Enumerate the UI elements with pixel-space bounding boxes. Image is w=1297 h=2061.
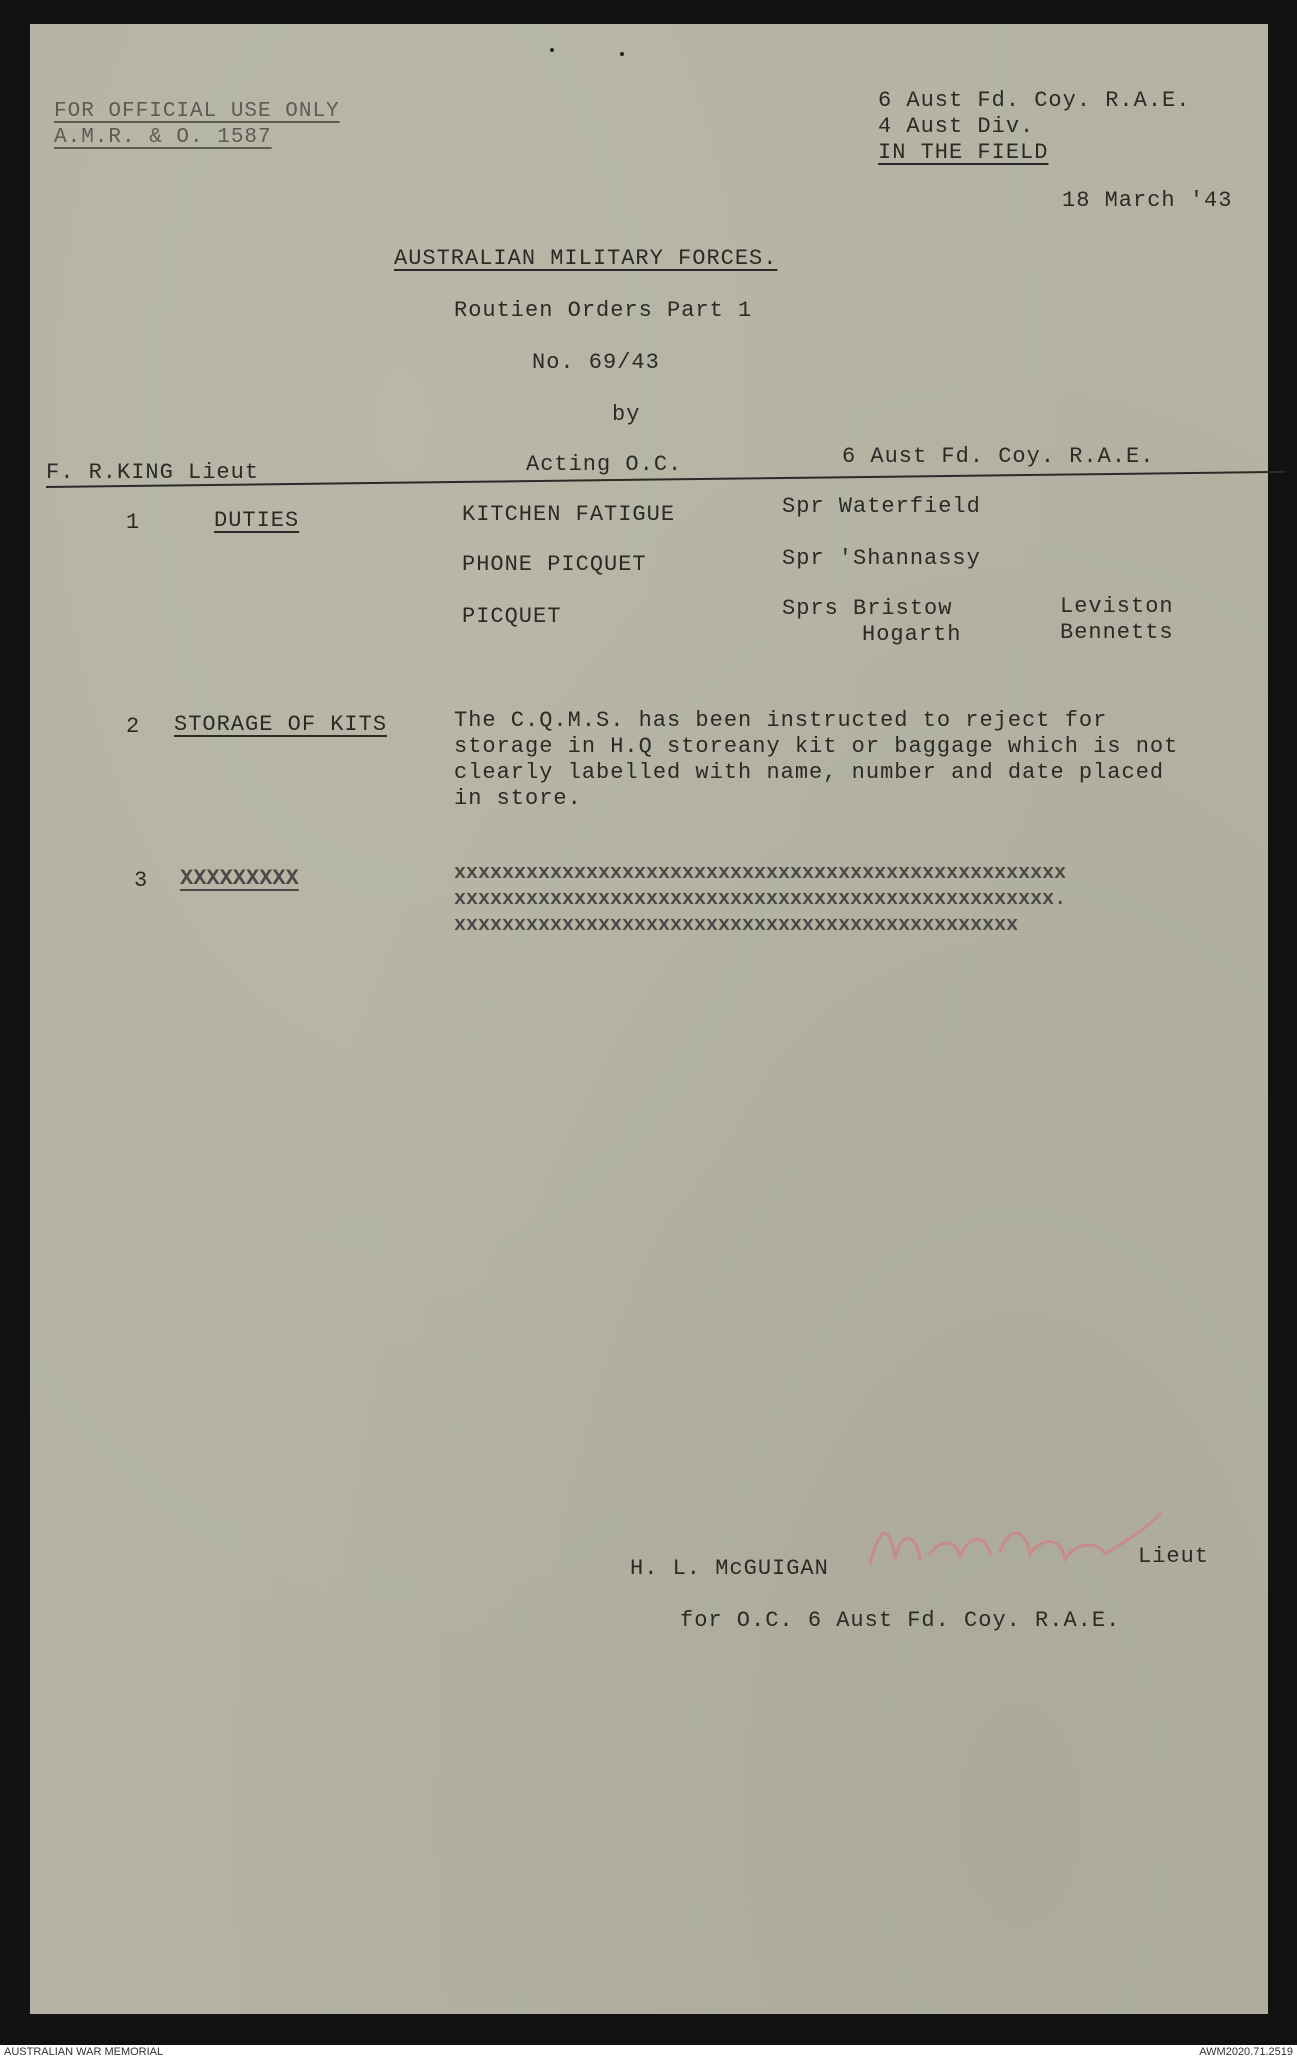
duty-assigned: Spr Waterfield [782,494,981,519]
unit-line: 6 Aust Fd. Coy. R.A.E. [878,88,1191,113]
division-line: 4 Aust Div. [878,114,1035,139]
storage-text-line: storage in H.Q storeany kit or baggage which is not [454,734,1179,759]
duty-task: PHONE PICQUET [462,552,647,577]
item-number: 1 [126,510,141,535]
item-number: 3 [134,868,149,893]
order-reference: A.M.R. & O. 1587 [54,126,272,149]
order-number: No. 69/43 [532,350,660,375]
duty-task: KITCHEN FATIGUE [462,502,676,527]
duty-assigned: Sprs Bristow [782,596,953,621]
duty-assigned: Spr 'Shannassy [782,546,981,571]
item-heading-duties: DUTIES [214,508,300,533]
document-page [30,24,1268,2014]
footer-institution: AUSTRALIAN WAR MEMORIAL [4,2046,164,2058]
duty-assigned-3: Leviston [1060,594,1174,619]
item-heading-storage: STORAGE OF KITS [174,712,388,737]
punch-mark [550,48,554,52]
struck-text-line: xxxxxxxxxxxxxxxxxxxxxxxxxxxxxxxxxxxxxxxxxxxxxxx [454,914,1019,937]
official-use-label: FOR OFFICIAL USE ONLY [54,100,340,123]
item-number: 2 [126,714,141,739]
order-date: 18 March '43 [1062,188,1233,213]
storage-text-line: The C.Q.M.S. has been instructed to reject for [454,708,1108,733]
storage-text-line: clearly labelled with name, number and date placed [454,760,1165,785]
by-label: by [612,402,641,427]
duty-assigned-2: Hogarth [862,622,962,647]
location-line: IN THE FIELD [878,140,1049,165]
authority-role: Acting O.C. [526,452,683,477]
signatory-rank: Lieut [1138,1544,1210,1569]
storage-text-line: in store. [454,786,582,811]
document-title: AUSTRALIAN MILITARY FORCES. [394,246,778,271]
duty-assigned-4: Bennetts [1060,620,1174,645]
struck-text-line: xxxxxxxxxxxxxxxxxxxxxxxxxxxxxxxxxxxxxxxxxxxxxxxxxxx [454,862,1067,885]
authority-unit: 6 Aust Fd. Coy. R.A.E. [842,444,1155,469]
footer-accession: AWM2020.71.2519 [1199,2046,1293,2058]
authority-name: F. R.KING Lieut [46,460,260,485]
signatory-for-line: for O.C. 6 Aust Fd. Coy. R.A.E. [680,1608,1121,1633]
struck-text-line: xxxxxxxxxxxxxxxxxxxxxxxxxxxxxxxxxxxxxxxxxxxxxxxxxx. [454,888,1067,911]
item-heading-struck: XXXXXXXXX [180,866,299,891]
punch-mark [620,52,624,56]
duty-task: PICQUET [462,604,562,629]
signatory-name: H. L. McGUIGAN [630,1556,829,1581]
document-subtitle: Routien Orders Part 1 [454,298,753,323]
